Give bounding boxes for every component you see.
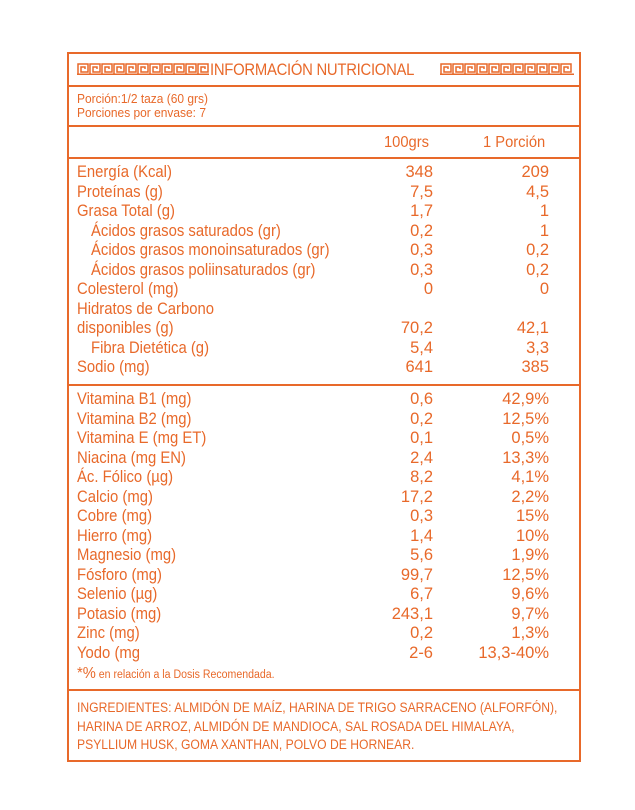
table-row bbox=[69, 280, 579, 300]
value-100g: 0 bbox=[423, 280, 433, 298]
table-row bbox=[69, 390, 579, 410]
value-100g: 2,4 bbox=[410, 448, 433, 467]
row-label: Potasio (mg) bbox=[77, 604, 162, 623]
row-label: Ác. Fólico (µg) bbox=[77, 468, 174, 486]
table-row bbox=[69, 624, 579, 644]
value-portion: 4,1% bbox=[511, 468, 549, 486]
value-portion: 209 bbox=[521, 163, 549, 181]
value-100g: 0,3 bbox=[410, 260, 433, 279]
row-label: Colesterol (mg) bbox=[77, 280, 179, 298]
value-portion: 42,1 bbox=[516, 319, 549, 337]
divider bbox=[69, 157, 579, 159]
value-100g: 2-6 bbox=[409, 643, 433, 662]
row-label: Magnesio (mg) bbox=[77, 546, 177, 564]
value-portion: 0,5% bbox=[511, 429, 549, 447]
portion-info bbox=[77, 92, 208, 120]
table-row bbox=[69, 605, 579, 625]
footnote bbox=[77, 667, 275, 682]
footnote-symbol: *% bbox=[77, 665, 96, 682]
value-portion: 12,5% bbox=[502, 409, 549, 428]
row-label: Hierro (mg) bbox=[77, 526, 153, 545]
table-row bbox=[69, 183, 579, 203]
greek-key-border-left bbox=[77, 63, 209, 75]
ingredients-text: INGREDIENTES: ALMIDÓN DE MAÍZ, HARINA DE TRIGO SARRACENO (ALFORFÓN), HARINA DE ARROZ, ALMIDÓN DE MANDIOCA, SAL ROSADA DEL HIMALAYA, PSYLLIUM HUSK, GOMA XANTHAN, POLVO DE HORNEAR. bbox=[77, 700, 558, 752]
value-portion: 42,9% bbox=[502, 390, 549, 408]
table-row bbox=[69, 429, 579, 449]
footnote-text: en relación a la Dosis Recomendada. bbox=[95, 669, 275, 681]
value-100g: 17,2 bbox=[400, 487, 433, 506]
value-100g: 348 bbox=[405, 163, 433, 181]
value-100g: 641 bbox=[405, 358, 433, 376]
value-100g: 0,6 bbox=[410, 390, 433, 408]
table-row bbox=[69, 644, 579, 664]
table-row bbox=[69, 585, 579, 605]
table-row bbox=[69, 488, 579, 508]
value-100g: 0,3 bbox=[410, 507, 433, 525]
table-row bbox=[69, 410, 579, 430]
row-label: Fibra Dietética (g) bbox=[91, 338, 210, 357]
table-row bbox=[69, 163, 579, 183]
row-label: Ácidos grasos saturados (gr) bbox=[91, 221, 281, 240]
row-label: Niacina (mg EN) bbox=[77, 448, 186, 467]
table-row bbox=[69, 507, 579, 527]
table-row bbox=[69, 241, 579, 261]
row-label: Vitamina E (mg ET) bbox=[77, 429, 207, 447]
table-row bbox=[69, 202, 579, 222]
row-label: Grasa Total (g) bbox=[77, 202, 175, 220]
value-portion: 13,3% bbox=[502, 448, 549, 467]
value-portion: 15% bbox=[515, 507, 549, 525]
value-portion: 0 bbox=[539, 280, 549, 298]
value-100g: 6,7 bbox=[410, 585, 433, 603]
row-label: Sodio (mg) bbox=[77, 358, 150, 376]
value-100g: 1,7 bbox=[410, 202, 433, 220]
value-100g: 0,2 bbox=[410, 624, 433, 642]
servings-per-container: Porciones por envase: 7 bbox=[77, 105, 206, 120]
row-label: Ácidos grasos poliinsaturados (gr) bbox=[91, 260, 316, 279]
row-label: Zinc (mg) bbox=[77, 624, 140, 642]
portion-size: Porción:1/2 taza (60 grs) bbox=[77, 91, 208, 106]
value-portion: 9,6% bbox=[511, 585, 549, 603]
table-row bbox=[69, 449, 579, 469]
value-100g: 70,2 bbox=[400, 319, 433, 337]
table-row bbox=[69, 300, 579, 320]
nutrition-facts-panel bbox=[67, 52, 581, 762]
value-100g: 243,1 bbox=[391, 604, 433, 623]
value-portion: 3,3 bbox=[526, 338, 549, 357]
value-100g: 0,1 bbox=[410, 429, 433, 447]
panel-title: INFORMACIÓN NUTRICIONAL bbox=[210, 61, 415, 79]
value-100g: 5,4 bbox=[410, 338, 433, 357]
table-row bbox=[69, 319, 579, 339]
row-label: Fósforo (mg) bbox=[77, 565, 162, 584]
table-row bbox=[69, 339, 579, 359]
value-portion: 13,3-40% bbox=[478, 643, 549, 662]
row-label: disponibles (g) bbox=[77, 319, 174, 337]
row-label: Energía (Kcal) bbox=[77, 163, 172, 181]
value-100g: 0,2 bbox=[410, 409, 433, 428]
row-label: Vitamina B1 (mg) bbox=[77, 390, 192, 408]
row-label: Cobre (mg) bbox=[77, 507, 153, 525]
table-row bbox=[69, 222, 579, 242]
value-portion: 1,3% bbox=[511, 624, 549, 642]
value-100g: 8,2 bbox=[410, 468, 433, 486]
value-portion: 1,9% bbox=[511, 546, 549, 564]
value-portion: 12,5% bbox=[502, 565, 549, 584]
divider bbox=[69, 384, 579, 386]
divider bbox=[69, 689, 579, 691]
value-portion: 0,2 bbox=[526, 260, 549, 279]
value-portion: 2,2% bbox=[511, 487, 549, 506]
value-100g: 5,6 bbox=[410, 546, 433, 564]
table-row bbox=[69, 546, 579, 566]
row-label: Hidratos de Carbono bbox=[77, 299, 215, 318]
table-row bbox=[69, 261, 579, 281]
row-label: Selenio (µg) bbox=[77, 585, 158, 603]
value-portion: 4,5 bbox=[526, 182, 549, 201]
row-label: Ácidos grasos monoinsaturados (gr) bbox=[91, 241, 330, 259]
title-bar bbox=[69, 54, 579, 87]
table-row bbox=[69, 468, 579, 488]
row-label: Calcio (mg) bbox=[77, 487, 153, 506]
value-portion: 1 bbox=[539, 202, 549, 220]
greek-key-border-right bbox=[440, 63, 574, 75]
value-portion: 9,7% bbox=[511, 604, 549, 623]
value-100g: 0,2 bbox=[410, 221, 433, 240]
value-100g: 99,7 bbox=[400, 565, 433, 584]
value-portion: 385 bbox=[521, 358, 549, 376]
value-100g: 0,3 bbox=[410, 241, 433, 259]
value-portion: 1 bbox=[539, 221, 549, 240]
column-header-100g: 100grs bbox=[384, 134, 430, 151]
table-row bbox=[69, 358, 579, 378]
value-100g: 1,4 bbox=[410, 526, 433, 545]
row-label: Vitamina B2 (mg) bbox=[77, 409, 192, 428]
value-100g: 7,5 bbox=[410, 182, 433, 201]
column-header-portion: 1 Porción bbox=[483, 134, 546, 151]
divider bbox=[69, 125, 579, 127]
table-row bbox=[69, 566, 579, 586]
value-portion: 0,2 bbox=[526, 241, 549, 259]
row-label: Yodo (mg bbox=[77, 643, 141, 662]
value-portion: 10% bbox=[515, 526, 549, 545]
table-row bbox=[69, 527, 579, 547]
row-label: Proteínas (g) bbox=[77, 182, 163, 201]
